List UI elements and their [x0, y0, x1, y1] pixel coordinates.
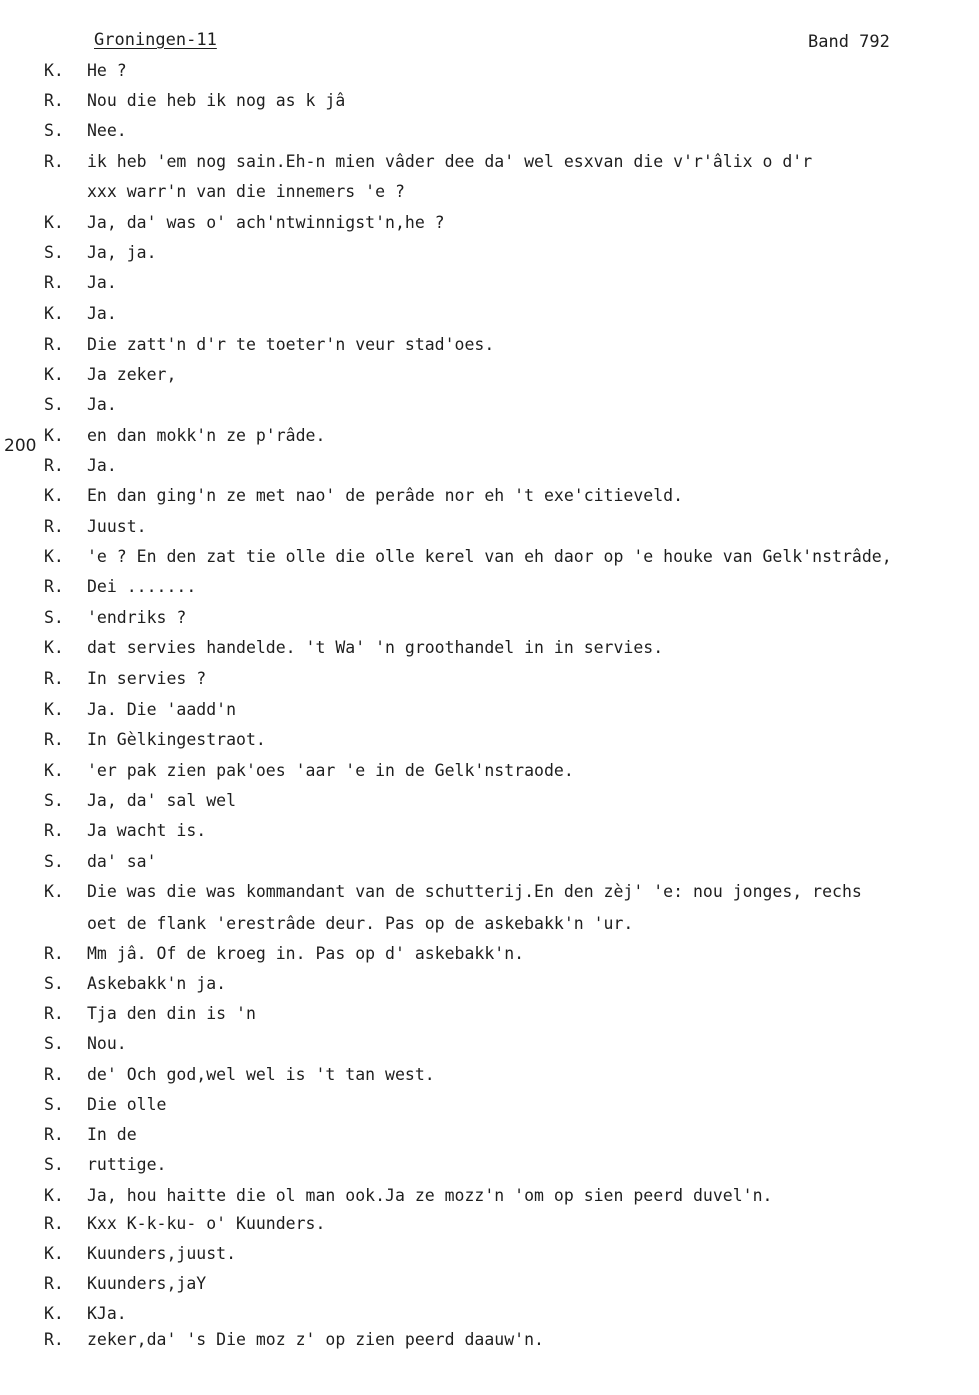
transcript-line [0, 335, 979, 359]
transcript-line [0, 213, 979, 237]
transcript-line [0, 974, 979, 998]
speaker-label: S. [44, 243, 64, 262]
transcript-line [0, 547, 979, 571]
speaker-label: S. [44, 121, 64, 140]
utterance-text: En dan ging'n ze met nao' de perâde nor eh 't exe'citieveld. [87, 486, 684, 505]
speaker-label: K. [44, 1244, 64, 1263]
utterance-text: Tja den din is 'n [87, 1004, 256, 1023]
utterance-text: In servies ? [87, 669, 207, 688]
utterance-text: da' sa' [87, 852, 157, 871]
transcript-line [0, 669, 979, 693]
speaker-label: S. [44, 1095, 64, 1114]
band-number: Band 792 [808, 32, 890, 52]
utterance-text: oet de flank 'erestrâde deur. Pas op de askebakk'n 'ur. [87, 914, 634, 933]
utterance-text: Ja. [87, 273, 117, 292]
speaker-label: R. [44, 517, 64, 536]
speaker-label: R. [44, 456, 64, 475]
transcript-line [0, 182, 979, 206]
speaker-label: K. [44, 213, 64, 232]
transcript-line [0, 486, 979, 510]
speaker-label: S. [44, 1155, 64, 1174]
transcript-line [0, 273, 979, 297]
speaker-label: R. [44, 152, 64, 171]
utterance-text: en dan mokk'n ze p'râde. [87, 426, 326, 445]
utterance-text: Nou. [87, 1034, 127, 1053]
utterance-text: KJa. [87, 1304, 127, 1323]
utterance-text: Ja. Die 'aadd'n [87, 700, 237, 719]
speaker-label: K. [44, 1304, 64, 1323]
page-title: Groningen-11 [94, 30, 217, 50]
utterance-text: ruttige. [87, 1155, 167, 1174]
transcript-line [0, 1034, 979, 1058]
transcript-line [0, 1330, 979, 1354]
utterance-text: Ja. [87, 304, 117, 323]
utterance-text: Nee. [87, 121, 127, 140]
speaker-label: R. [44, 1065, 64, 1084]
transcript-line [0, 426, 979, 450]
speaker-label: S. [44, 395, 64, 414]
speaker-label: S. [44, 1034, 64, 1053]
speaker-label: K. [44, 486, 64, 505]
utterance-text: Die was die was kommandant van de schutterij.En den zèj' 'e: nou jonges, rechs [87, 882, 862, 901]
utterance-text: Mm jâ. Of de kroeg in. Pas op d' askebakk'n. [87, 944, 525, 963]
speaker-label: K. [44, 882, 64, 901]
speaker-label: R. [44, 1125, 64, 1144]
utterance-text: In de [87, 1125, 137, 1144]
transcript-line [0, 1095, 979, 1119]
transcript-line [0, 1304, 979, 1328]
utterance-text: Die olle [87, 1095, 167, 1114]
utterance-text: de' Och god,wel wel is 't tan west. [87, 1065, 435, 1084]
speaker-label: K. [44, 426, 64, 445]
transcript-line [0, 882, 979, 906]
utterance-text: Ja zeker, [87, 365, 177, 384]
speaker-label: S. [44, 791, 64, 810]
speaker-label: S. [44, 608, 64, 627]
transcript-line [0, 365, 979, 389]
speaker-label: R. [44, 335, 64, 354]
transcript-line [0, 1214, 979, 1238]
utterance-text: dat servies handelde. 't Wa' 'n groothandel in in servies. [87, 638, 664, 657]
utterance-text: Ja wacht is. [87, 821, 207, 840]
utterance-text: Ja, hou haitte die ol man ook.Ja ze mozz'n 'om op sien peerd duvel'n. [87, 1186, 773, 1205]
utterance-text: Ja, da' sal wel [87, 791, 237, 810]
transcript-line [0, 1004, 979, 1028]
transcript-line [0, 821, 979, 845]
transcript-line [0, 1125, 979, 1149]
utterance-text: 'endriks ? [87, 608, 187, 627]
utterance-text: 'er pak zien pak'oes 'aar 'e in de Gelk'nstraode. [87, 761, 574, 780]
speaker-label: K. [44, 1186, 64, 1205]
utterance-text: 'e ? En den zat tie olle die olle kerel van eh daor op 'e houke van Gelk'nstrâde, [87, 547, 892, 566]
utterance-text: Juust. [87, 517, 147, 536]
speaker-label: K. [44, 700, 64, 719]
speaker-label: R. [44, 1214, 64, 1233]
transcript-line [0, 1065, 979, 1089]
utterance-text: ik heb 'em nog sain.Eh-n mien vâder dee da' wel esxvan die v'r'âlix o d'r [87, 152, 813, 171]
speaker-label: R. [44, 669, 64, 688]
utterance-text: Kuunders,jaY [87, 1274, 207, 1293]
utterance-text: xxx warr'n van die innemers 'e ? [87, 182, 405, 201]
utterance-text: He ? [87, 61, 127, 80]
utterance-text: Ja, da' was o' ach'ntwinnigst'n,he ? [87, 213, 445, 232]
speaker-label: K. [44, 761, 64, 780]
utterance-text: Die zatt'n d'r te toeter'n veur stad'oes. [87, 335, 495, 354]
speaker-label: R. [44, 1274, 64, 1293]
speaker-label: S. [44, 852, 64, 871]
transcript-line [0, 791, 979, 815]
transcript-line [0, 914, 979, 938]
speaker-label: K. [44, 365, 64, 384]
speaker-label: R. [44, 944, 64, 963]
speaker-label: R. [44, 273, 64, 292]
transcript-line [0, 1244, 979, 1268]
speaker-label: R. [44, 730, 64, 749]
transcript-line [0, 1155, 979, 1179]
margin-counter-marker: 200 [4, 436, 37, 456]
utterance-text: Nou die heb ik nog as k jâ [87, 91, 346, 110]
utterance-text: Kxx K-k-ku- o' Kuunders. [87, 1214, 326, 1233]
speaker-label: R. [44, 577, 64, 596]
transcript-line [0, 700, 979, 724]
transcript-line [0, 395, 979, 419]
transcript-line [0, 1274, 979, 1298]
transcript-line [0, 91, 979, 115]
transcript-line [0, 61, 979, 85]
transcript-line [0, 944, 979, 968]
transcript-line [0, 761, 979, 785]
speaker-label: K. [44, 304, 64, 323]
transcript-line [0, 638, 979, 662]
utterance-text: Kuunders,juust. [87, 1244, 237, 1263]
speaker-label: K. [44, 61, 64, 80]
utterance-text: Ja. [87, 456, 117, 475]
utterance-text: Askebakk'n ja. [87, 974, 227, 993]
transcript-line [0, 1186, 979, 1210]
speaker-label: S. [44, 974, 64, 993]
utterance-text: Dei ....... [87, 577, 197, 596]
transcript-line [0, 304, 979, 328]
speaker-label: R. [44, 91, 64, 110]
transcript-line [0, 852, 979, 876]
speaker-label: R. [44, 821, 64, 840]
utterance-text: In Gèlkingestraot. [87, 730, 266, 749]
transcript-line [0, 243, 979, 267]
transcript-line [0, 456, 979, 480]
speaker-label: K. [44, 638, 64, 657]
utterance-text: Ja. [87, 395, 117, 414]
transcript-line [0, 608, 979, 632]
speaker-label: R. [44, 1004, 64, 1023]
transcript-line [0, 152, 979, 176]
speaker-label: R. [44, 1330, 64, 1349]
transcript-line [0, 730, 979, 754]
utterance-text: Ja, ja. [87, 243, 157, 262]
transcript-line [0, 121, 979, 145]
speaker-label: K. [44, 547, 64, 566]
utterance-text: zeker,da' 's Die moz z' op zien peerd daauw'n. [87, 1330, 544, 1349]
transcript-line [0, 577, 979, 601]
transcript-line [0, 517, 979, 541]
